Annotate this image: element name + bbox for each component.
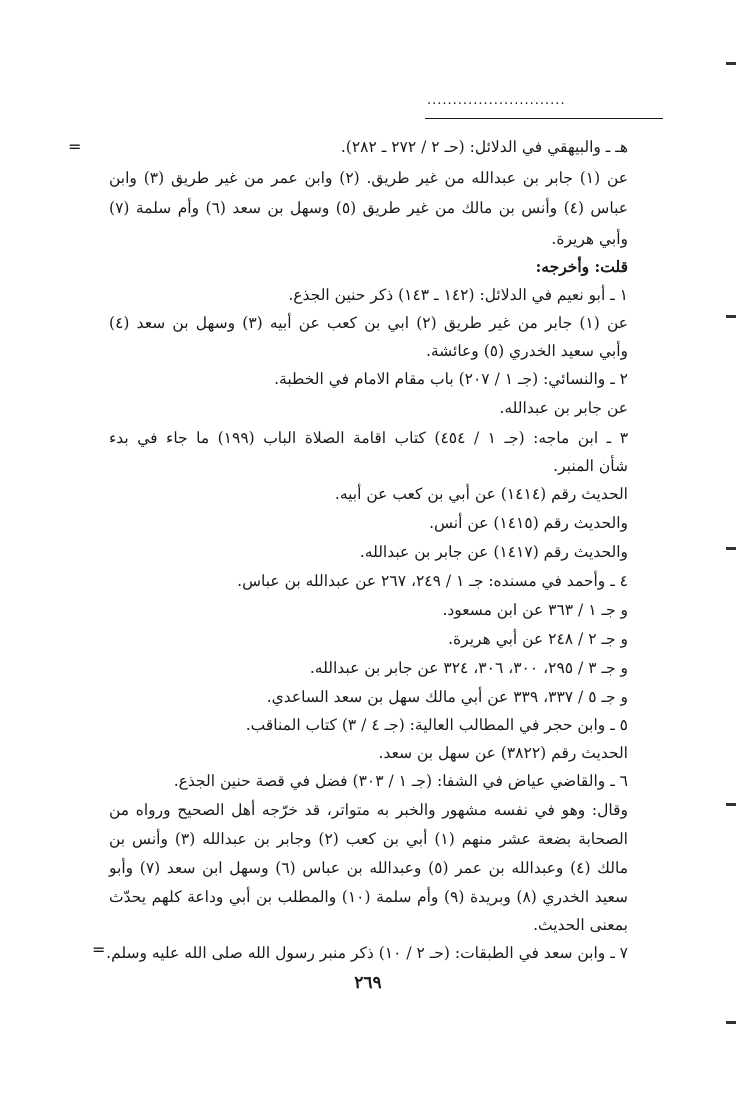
continuation-mark-top: = xyxy=(68,137,82,156)
text-line-4: وأبي هريرة. xyxy=(551,230,628,248)
text-line-13: الحديث رقم (١٤١٤) عن أبي بن كعب عن أبيه. xyxy=(334,485,628,503)
text-line-28: بمعنى الحديث. xyxy=(533,916,628,934)
edge-mark xyxy=(726,803,736,806)
text-line-22: الحديث رقم (٣٨٢٢) عن سهل بن سعد. xyxy=(378,744,628,762)
text-line-11: ٣ ـ ابن ماجه: (جـ ١ / ٤٥٤) كتاب اقامة الصلاة الباب (١٩٩) ما جاء في بدء xyxy=(109,429,629,447)
text-line-9: ٢ ـ والنسائي: (جـ ١ / ٢٠٧) باب مقام الامام في الخطبة. xyxy=(274,370,628,388)
text-line-7: عن (١) جابر من غير طريق (٢) ابي بن كعب عن أبيه (٣) وسهل بن سعد (٤) xyxy=(109,314,629,332)
edge-mark xyxy=(726,62,736,65)
text-line-27: سعيد الخدري (٨) وبريدة (٩) وأم سلمة (١٠) والمطلب بن أبي وداعة كلهم يحدّث xyxy=(109,888,629,906)
text-line-16: ٤ ـ وأحمد في مسنده: جـ ١ / ٢٤٩، ٢٦٧ عن عبدالله بن عباس. xyxy=(237,572,628,590)
text-line-15: والحديث رقم (١٤١٧) عن جابر بن عبدالله. xyxy=(359,543,628,561)
text-line-23: ٦ ـ والقاضي عياض في الشفا: (جـ ١ / ٣٠٣) فضل في قصة حنين الجذع. xyxy=(173,772,628,790)
text-line-17: و جـ ١ / ٣٦٣ عن ابن مسعود. xyxy=(442,601,628,619)
page-number: ٢٦٩ xyxy=(354,973,382,993)
text-line-18: و جـ ٢ / ٢٤٨ عن أبي هريرة. xyxy=(448,630,628,648)
text-line-2: عن (١) جابر بن عبدالله من غير طريق. (٢) وابن عمر من غير طريق (٣) وابن xyxy=(109,169,628,187)
text-line-26: مالك (٤) وعبدالله بن عمر (٥) وعبدالله بن عباس (٦) وسهل ابن سعد (٧) وأبو xyxy=(109,859,628,877)
header-dots: ........................... xyxy=(427,93,566,108)
text-line-6: ١ ـ أبو نعيم في الدلائل: (١٤٢ ـ ١٤٣) ذكر حنين الجذع. xyxy=(288,286,628,304)
text-line-24: وقال: وهو في نفسه مشهور والخبر به متواتر، قد خرّجه أهل الصحيح ورواه من xyxy=(109,801,628,819)
edge-mark xyxy=(726,1021,736,1024)
text-line-5: قلت: وأخرجه: xyxy=(535,257,628,276)
text-line-21: ٥ ـ وابن حجر في المطالب العالية: (جـ ٤ / ٣) كتاب المناقب. xyxy=(245,716,628,734)
text-line-3: عباس (٤) وأنس بن مالك من غير طريق (٥) وسهل بن سعد (٦) وأم سلمة (٧) xyxy=(109,199,629,217)
text-line-8: وأبي سعيد الخدري (٥) وعائشة. xyxy=(425,342,628,360)
text-line-10: عن جابر بن عبدالله. xyxy=(499,399,628,417)
edge-mark xyxy=(726,315,736,318)
text-line-20: و جـ ٥ / ٣٣٧، ٣٣٩ عن أبي مالك سهل بن سعد الساعدي. xyxy=(266,688,628,706)
text-line-12: شأن المنبر. xyxy=(553,457,628,475)
edge-mark xyxy=(726,547,736,550)
text-line-14: والحديث رقم (١٤١٥) عن أنس. xyxy=(429,514,628,532)
continuation-mark-bottom: = xyxy=(92,940,106,959)
text-line-29: ٧ ـ وابن سعد في الطبقات: (حـ ٢ / ١٠) ذكر منبر رسول الله صلى الله عليه وسلم. xyxy=(106,944,628,962)
text-line-25: الصحابة بضعة عشر منهم (١) أبي بن كعب (٢) وجابر بن عبدالله (٣) وأنس بن xyxy=(109,830,628,848)
header-rule xyxy=(425,118,663,119)
text-line-1: هـ ـ والبيهقي في الدلائل: (حـ ٢ / ٢٧٢ ـ ٢٨٢). xyxy=(340,138,628,156)
text-line-19: و جـ ٣ / ٢٩٥، ٣٠٠، ٣٠٦، ٣٢٤ عن جابر بن عبدالله. xyxy=(309,659,628,677)
